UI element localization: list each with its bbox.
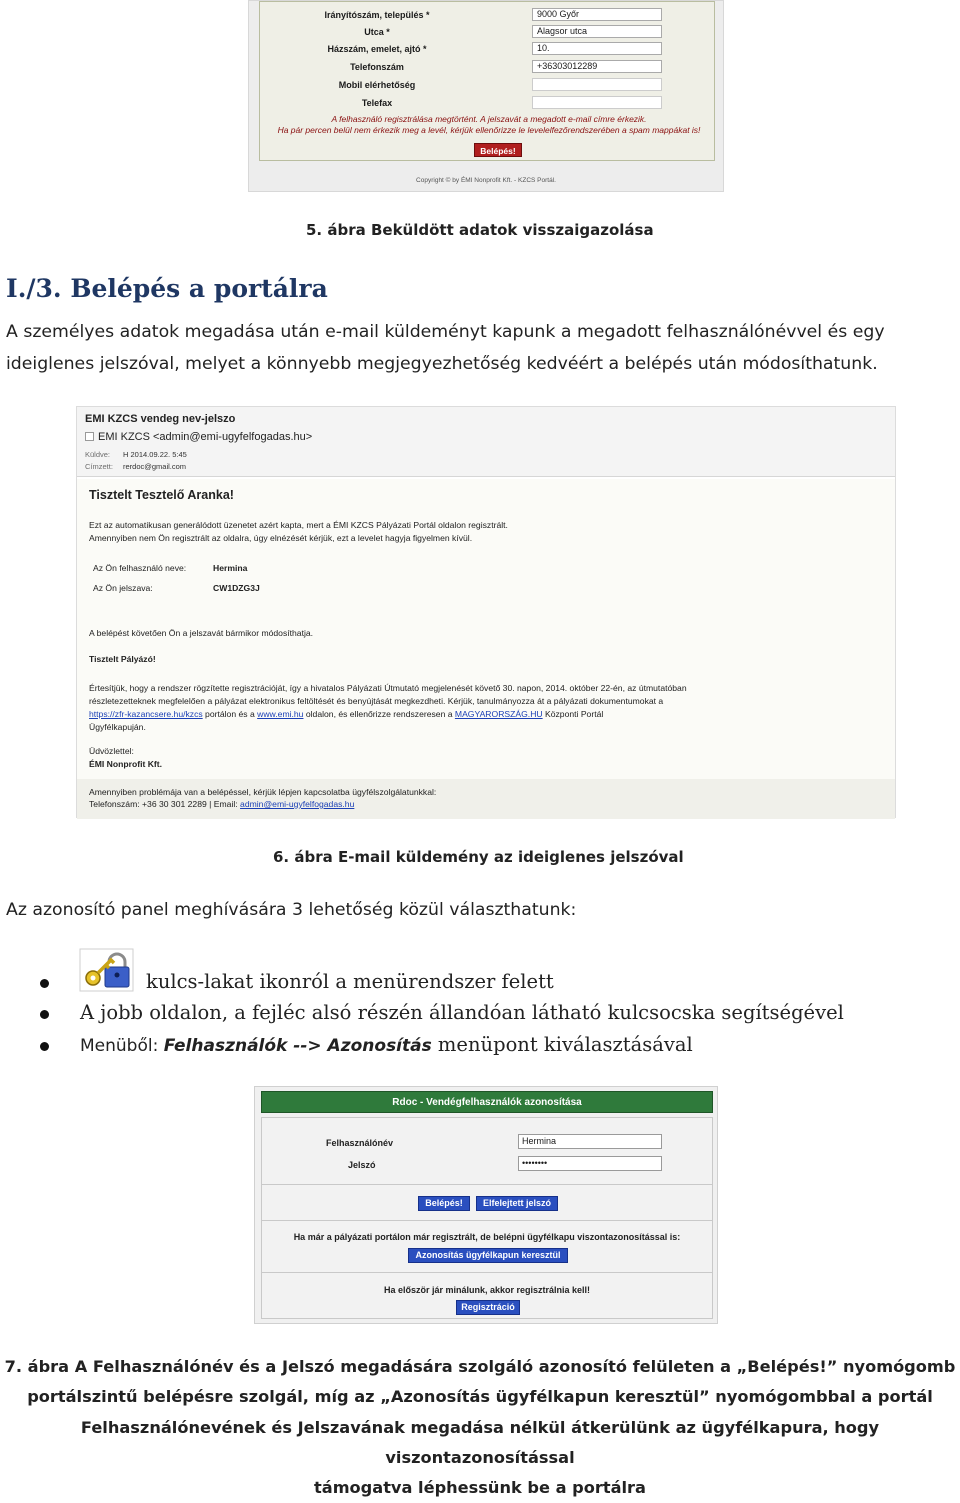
password-input[interactable]: ••••••••: [518, 1156, 662, 1171]
email-header: [77, 407, 895, 477]
form-value-city: 9000 Győr: [532, 8, 662, 21]
email-subject: EMI KZCS vendeg nev-jelszo: [85, 413, 236, 425]
footer-text-line: Amennyiben problémája van a belépéssel, kérjük lépjen kapcsolatba ügyfélszolgálatunkkal:: [89, 787, 437, 797]
caption-line: Felhasználónevének és Jelszavának megadása nélkül átkerülünk az ügyfélkapura, hogy viszontazonosítással: [80, 1417, 880, 1467]
form-value-fax: [532, 96, 662, 109]
form-row-city: [260, 8, 714, 24]
email-text-line: részletezetteknek megfelelően a pályázat elektronikus feltöltését és benyújtását megkezdheti. Kérjük, tanulmányozza át a pályázati dokumentumokat a: [89, 696, 664, 706]
support-email-link[interactable]: admin@emi-ugyfelfogadas.hu: [240, 799, 355, 809]
caption-line: támogatva léphessünk be a portálra: [314, 1478, 646, 1498]
email-signature-line: Üdvözlettel:: [89, 746, 134, 756]
list-item-3-path: Felhasználók --> Azonosítás: [163, 1036, 432, 1056]
form-label-house-number: Házszám, emelet, ajtó *: [327, 44, 427, 54]
username-input[interactable]: Hermina: [518, 1134, 662, 1149]
email-text-line: Ügyfélkapuján.: [89, 722, 146, 732]
list-item-3-suffix: menüpont kiválasztásával: [431, 1033, 693, 1056]
form-value-phone: +36303012289: [532, 60, 662, 73]
form-row-fax: [260, 96, 714, 112]
text-fragment: Központi Portál: [542, 709, 604, 719]
form-row-mobile: [260, 78, 714, 94]
sent-label: Küldve:: [85, 450, 111, 459]
login-button[interactable]: Belépés!: [418, 1196, 470, 1211]
registration-form-panel: [259, 1, 715, 161]
bullet-2: [40, 1010, 49, 1019]
footer-text-line: [89, 798, 354, 810]
registration-confirmation-screenshot: [248, 0, 724, 192]
email-screenshot: [76, 406, 896, 818]
intro-paragraph-line: A személyes adatok megadása után e-mail küldeményt kapunk a megadott felhasználónévvel és egy: [6, 322, 885, 342]
to-value: rerdoc@gmail.com: [123, 462, 187, 471]
form-label-mobile: Mobil elérhetőség: [338, 80, 416, 90]
text-fragment: portálon és a: [202, 709, 258, 719]
email-text-line: Amennyiben nem Ön regisztrált az oldalra, úgy elnézését kérjük, ezt a levelet hagyja figyelmen kívül.: [89, 533, 473, 543]
bullet-1: [40, 979, 49, 988]
form-value-house-number: 10.: [532, 42, 662, 55]
register-button[interactable]: Regisztráció: [456, 1300, 520, 1315]
form-row-phone: [260, 60, 714, 76]
username-label: Felhasználónév: [326, 1138, 394, 1148]
sender-address: EMI KZCS <admin@emi-ugyfelfogadas.hu>: [98, 431, 313, 443]
first-visit-note: Ha először jár minálunk, akkor regisztrálnia kell!: [383, 1285, 591, 1295]
text-fragment: Telefonszám: +36 30 301 2289 | Email:: [89, 799, 241, 809]
divider: [262, 1272, 712, 1273]
list-item-3: [80, 1033, 693, 1056]
divider: [262, 1220, 712, 1221]
email-to-row: [85, 462, 186, 471]
password-label: Jelszó: [348, 1160, 376, 1170]
portal-link[interactable]: https://zfr-kazancsere.hu/kzcs: [89, 709, 203, 719]
username-label: Az Ön felhasználó neve:: [93, 563, 187, 573]
email-sender: [85, 431, 312, 443]
divider: [262, 1184, 712, 1185]
form-label-fax: Telefax: [361, 98, 393, 108]
email-greeting: Tisztelt Tesztelő Aranka!: [89, 488, 234, 502]
username-value: Hermina: [213, 563, 248, 573]
to-label: Címzett:: [85, 462, 113, 471]
email-footer: [77, 779, 895, 819]
form-row-house-number: [260, 42, 714, 58]
email-text-line: Értesítjük, hogy a rendszer rögzítette regisztrációját, így a hivatalos Pályázati Útmutató megjelenését követő 30. napon, 2014. október 22-én, az útmutatóban: [89, 683, 687, 693]
list-intro: Az azonosító panel meghívására 3 lehetőség közül választhatunk:: [6, 900, 577, 920]
form-row-street: [260, 25, 714, 41]
select-checkbox[interactable]: [85, 432, 94, 441]
magyarorszag-link[interactable]: MAGYARORSZÁG.HU: [454, 709, 543, 719]
ugyfelkapu-login-button[interactable]: Azonosítás ügyfélkapun keresztül: [408, 1248, 568, 1263]
login-panel: [261, 1117, 713, 1319]
password-label: Az Ön jelszava:: [93, 583, 153, 593]
email-signature-company: ÉMI Nonprofit Kft.: [89, 759, 163, 769]
bullet-3: [40, 1042, 49, 1051]
text-fragment: oldalon, és ellenőrizze rendszeresen a: [303, 709, 455, 719]
email-text-line: [89, 708, 603, 720]
form-label-city: Irányítószám, település *: [324, 10, 430, 20]
notice-line: Ha pár percen belül nem érkezik meg a levél, kérjük ellenőrizze le levelelfezőrendszerében a spam mappákat is!: [277, 125, 701, 135]
copyright-text: Copyright © by ÉMI Nonprofit Kft. - KZCS Portál.: [416, 177, 556, 184]
form-label-street: Utca *: [364, 27, 390, 37]
caption-line: 7. ábra A Felhasználónév és a Jelszó megadására szolgáló azonosító felületen a „Belépés!” nyomógomb: [4, 1357, 956, 1376]
forgot-password-button[interactable]: Elfelejtett jelszó: [476, 1196, 558, 1211]
section-heading: I./3. Belépés a portálra: [6, 274, 328, 303]
email-text-line: Ezt az automatikusan generálódott üzenetet azért kapta, mert a ÉMI KZCS Pályázati Portál oldalon regisztrált.: [89, 520, 508, 530]
email-text-line: A belépést követően Ön a jelszavát bármikor módosíthatja.: [89, 628, 314, 638]
list-item-2: A jobb oldalon, a fejléc alsó részén állandóan látható kulcsocska segítségével: [80, 1001, 844, 1024]
form-value-mobile: [532, 78, 662, 91]
password-value: CW1DZG3J: [213, 583, 260, 593]
login-button[interactable]: Belépés!: [474, 143, 522, 157]
caption-line: portálszintű belépésre szolgál, míg az „Azonosítás ügyfélkapun keresztül” nyomógombbal a portál: [27, 1387, 933, 1407]
login-panel-screenshot: [254, 1086, 718, 1324]
registration-notice: [274, 114, 704, 136]
notice-line: A felhasználó regisztrálása megtörtént. A jelszavát a megadott e-mail címre érkezik.: [331, 114, 647, 124]
figure-6-caption: 6. ábra E-mail küldemény az ideiglenes jelszóval: [273, 848, 684, 866]
emi-link[interactable]: www.emi.hu: [257, 709, 304, 719]
email-body: [77, 479, 895, 817]
email-greeting-2: Tisztelt Pályázó!: [89, 654, 156, 664]
sent-value: H 2014.09.22. 5:45: [123, 450, 187, 459]
email-sent-row: [85, 450, 187, 459]
key-lock-icon: [79, 948, 134, 992]
list-item-1: kulcs-lakat ikonról a menürendszer felett: [146, 970, 554, 993]
form-label-phone: Telefonszám: [350, 62, 404, 72]
registered-note: Ha már a pályázati portálon már regisztrált, de belépni ügyfélkapu viszontazonosítással is:: [293, 1232, 681, 1242]
login-panel-title: Rdoc - Vendégfelhasználók azonosítása: [261, 1091, 713, 1113]
list-item-3-prefix: Menüből:: [80, 1036, 164, 1056]
intro-paragraph-line: ideiglenes jelszóval, melyet a könnyebb megjegyezhetőség kedvéért a belépés után módosíthatunk.: [6, 354, 878, 374]
form-value-street: Alagsor utca: [532, 25, 662, 38]
figure-5-caption: 5. ábra Beküldött adatok visszaigazolása: [306, 221, 654, 239]
figure-7-caption: [0, 1352, 960, 1503]
